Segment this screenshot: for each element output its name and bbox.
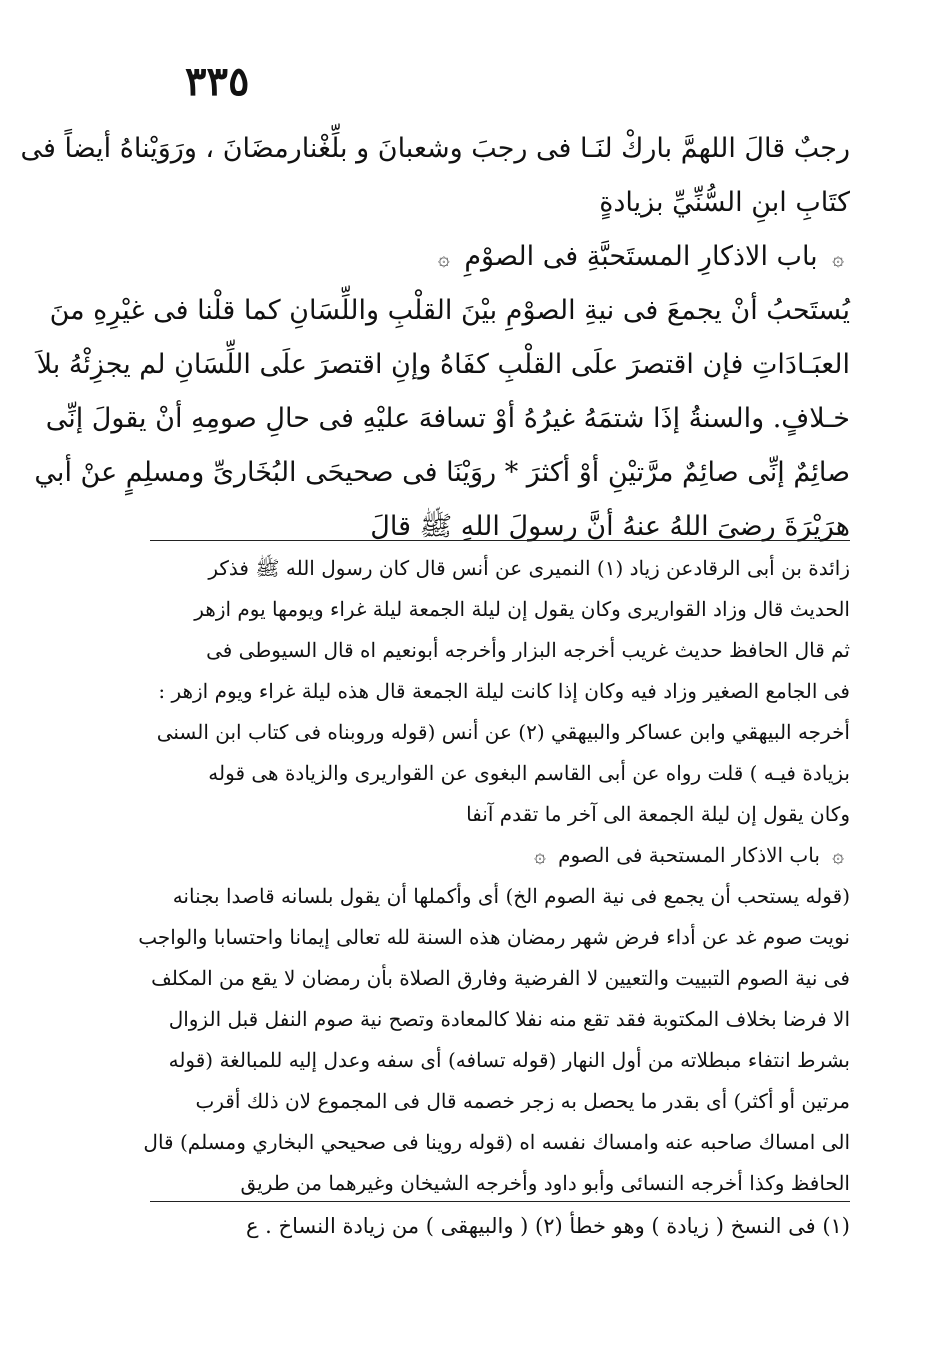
commentary-line: الى امساك صاحبه عنه وامساك نفسه اه (قوله روينا فى صحيحي البخاري ومسلم) قال [143,1130,850,1154]
main-line: هرَيْرَةَ رضىَ اللهُ عنهُ أنَّ رسولَ اللهِ ﷺ قالَ [370,511,850,542]
main-line: العبَـادَاتِ فإن اقتصرَ علَى القلْبِ كفَاهُ وإنِ اقتصرَ علَى اللِّسَانِ لم يجزِئْهُ بلاَ [36,349,850,380]
ornament-icon: ۞ [832,843,844,867]
divider [150,540,850,541]
main-text [20,122,850,554]
commentary-line: مرتين أو أكثر) أى بقدر ما يحصل به زجر خصمه قال فى المجموع لان ذلك أقرب [195,1089,850,1113]
commentary-line: زائدة بن أبى الرقادعن زياد (١) النميرى عن أنس قال كان رسول الله ﷺ فذكر [208,556,850,580]
commentary-line: بزيادة فيـه ) قلت رواه عن أبى القاسم البغوى عن القواريرى والزيادة هى قوله [208,761,850,785]
commentary-heading-text: باب الاذكار المستحبة فى الصوم [558,843,820,867]
commentary-line: فى نية الصوم التبييت والتعيين لا الفرضية وفارق الصلاة بأن رمضان لا يقع من المكلف [151,966,850,990]
main-line: خـلافٍ. والسنةُ إذَا شتمَهُ غيرُهُ أوْ تسافهَ عليْهِ فى حالِ صومِهِ أنْ يقولَ إنِّى [45,403,850,434]
page-number: ٣٣٥ [185,58,250,105]
commentary-line: بشرط انتفاء مبطلاته من أول النهار (قوله تسافه) أى سفه وعدل إليه للمبالغة (قوله [168,1048,850,1072]
commentary-line: الا فرضا بخلاف المكتوبة فقد تقع منه نفلا كالمعادة وتصح نية صوم النفل قبل الزوال [168,1007,850,1031]
ornament-icon: ۞ [534,843,546,867]
main-line: يُستَحبُ أنْ يجمعَ فى نيةِ الصوْمِ بيْنَ القلْبِ واللِّسَانِ كما قلْنا فى غيْرِهِ منَ [49,295,850,326]
ornament-icon: ۞ [438,246,450,270]
main-line: رجبٌ قالَ اللهمَّ باركْ لنَـا فى رجبَ وشعبانَ و بلِّغْنارمضَانَ ، ورَوَيْناهُ أيضاً فى [20,133,850,164]
commentary-line: أخرجه البيهقي وابن عساكر والبيهقي (٢) عن أنس (قوله وروبناه فى كتاب ابن السنى [156,720,850,744]
commentary-line: (قوله يستحب أن يجمع فى نية الصوم الخ) أى وأكملها أن يقول بلسانه قاصدا بجنانه [172,884,850,908]
main-line: صائِمٌ إنِّى صائِمٌ مرَّتيْنِ أوْ أكثرَ * روَيْنَا فى صحيحَى البُخَارىِّ ومسلِمٍ عنْ أبي [34,457,850,488]
commentary-heading [150,835,850,876]
chapter-heading [150,230,850,284]
footnote-text: (١) فى النسخ ( زيادة ) وهو خطأ (٢) ( والبيهقى ) من زيادة النساخ . ع [245,1214,850,1238]
footnote [150,1206,850,1246]
main-line: كتَابِ ابنِ السُّنِّيِّ بزيادةٍ [599,187,850,218]
commentary-line: نويت صوم غد عن أداء فرض شهر رمضان هذه السنة لله تعالى إيمانا واحتسابا والواجب [138,925,850,949]
commentary-line: وكان يقول إن ليلة الجمعة الى آخر ما تقدم آنفا [466,802,850,826]
commentary-line: ثم قال الحافظ حديث غريب أخرجه البزار وأخرجه أبونعيم اه قال السيوطى فى [206,638,850,662]
commentary-line: فى الجامع الصغير وزاد فيه وكان إذا كانت ليلة الجمعة قال هذه ليلة غراء ويوم ازهر : [158,679,850,703]
commentary [138,548,850,1204]
ornament-icon: ۞ [832,246,844,270]
commentary-line: الحديث قال وزاد القواريرى وكان يقول إن ليلة الجمعة ليلة غراء ويومها يوم ازهر [194,597,850,621]
chapter-heading-text: باب الاذكارِ المستَحبَّةِ فى الصوْمِ [464,241,818,272]
commentary-line: الحافظ وكذا أخرجه النسائى وأبو داود وأخرجه الشيخان وغيرهما من طريق [240,1171,850,1195]
divider [150,1201,850,1202]
